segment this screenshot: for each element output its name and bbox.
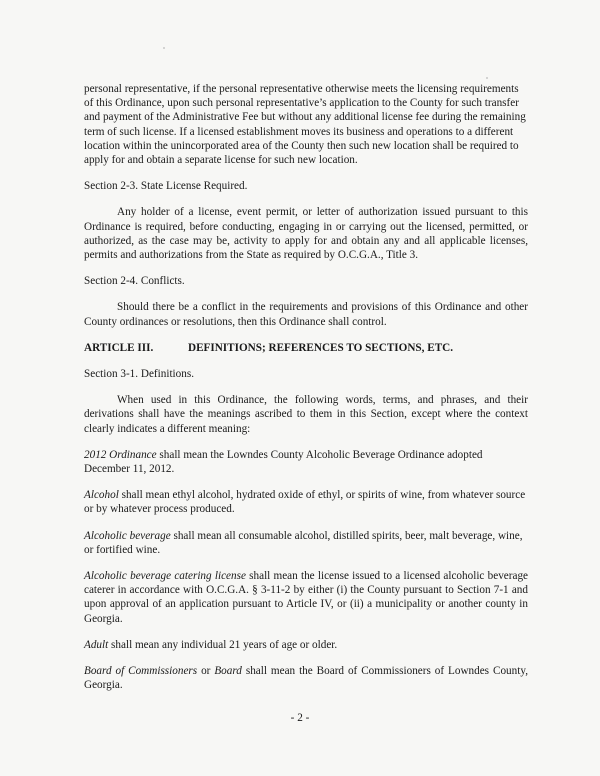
scan-speck bbox=[163, 47, 165, 49]
page-number: - 2 - bbox=[290, 712, 310, 724]
article-title: DEFINITIONS; REFERENCES TO SECTIONS, ETC. bbox=[188, 341, 454, 354]
definition-term: 2012 Ordinance bbox=[84, 448, 157, 461]
definition-text: shall mean the license issued to a licensed alcoholic beverage caterer in accordance with O.C.G.A. § 3-11-2 by either (i) the County pursuant to Section 7-1 and upon approval of an application pursuant to Article IV, or (ii) a municipality or another county in Georgia. bbox=[84, 570, 529, 625]
definition-text: shall mean the Lowndes County Alcoholic Beverage Ordinance adopted December 11, 2012. bbox=[84, 448, 483, 476]
section-2-4-heading: Section 2-4. Conflicts. bbox=[84, 275, 185, 288]
definition-connector: or bbox=[197, 665, 215, 678]
definition-item-board bbox=[84, 664, 528, 692]
definition-term: Board bbox=[214, 665, 242, 678]
section-3-1-heading: Section 3-1. Definitions. bbox=[84, 368, 194, 381]
definition-item bbox=[84, 529, 528, 557]
paragraph-definitions-intro: When used in this Ordinance, the following words, terms, and phrases, and their derivations shall have the meanings ascribed to them in this Section, except where the context clearly indicates a different meaning: bbox=[84, 394, 528, 435]
definition-item bbox=[84, 448, 528, 476]
definition-term: Alcoholic beverage catering license bbox=[84, 570, 246, 583]
paragraph-conflicts: Should there be a conflict in the requirements and provisions of this Ordinance and other County ordinances or resolutions, then this Ordinance shall control. bbox=[84, 301, 528, 328]
section-2-3-heading: Section 2-3. State License Required. bbox=[84, 180, 248, 193]
article-heading bbox=[84, 341, 528, 355]
scan-speck bbox=[486, 77, 488, 79]
definition-text: shall mean all consumable alcohol, distilled spirits, beer, malt beverage, wine, or fortified wine. bbox=[84, 529, 523, 556]
definition-text: shall mean ethyl alcohol, hydrated oxide of ethyl, or spirits of wine, from whatever source or by whatever process produced. bbox=[84, 489, 526, 516]
paragraph-transfer: personal representative, if the personal representative otherwise meets the licensing requirements of this Ordinance, upon such personal representative’s application to the County for such transfer and payment of the Administrative Fee but without any additional license fee during the remaining term of such license. If a licensed establishment moves its business and operations to a different location within the unincorporated area of the County then such new location shall be required to apply for and obtain a separate license for such new location. bbox=[84, 83, 526, 167]
document-page bbox=[84, 82, 528, 705]
paragraph-state-license: Any holder of a license, event permit, or letter of authorization issued pursuant to this Ordinance is required, before conducting, engaging in or carrying out the licensed, permitted, or authorized, as the case may be, activity to apply for and obtain any and all applicable licenses, permits and authorizations from the State as required by O.C.G.A., Title 3. bbox=[84, 206, 528, 262]
definition-text: shall mean any individual 21 years of age or older. bbox=[108, 638, 338, 651]
definition-term: Alcohol bbox=[84, 489, 119, 502]
definition-text: shall mean the Board of Commissioners of Lowndes County, Georgia. bbox=[84, 665, 528, 692]
article-number: ARTICLE III. bbox=[84, 341, 154, 354]
definition-term: Adult bbox=[84, 638, 109, 651]
definition-item bbox=[84, 569, 528, 626]
definition-item bbox=[84, 488, 528, 516]
definition-item bbox=[84, 638, 528, 652]
definition-term: Board of Commissioners bbox=[84, 665, 198, 678]
definition-term: Alcoholic beverage bbox=[84, 529, 171, 542]
